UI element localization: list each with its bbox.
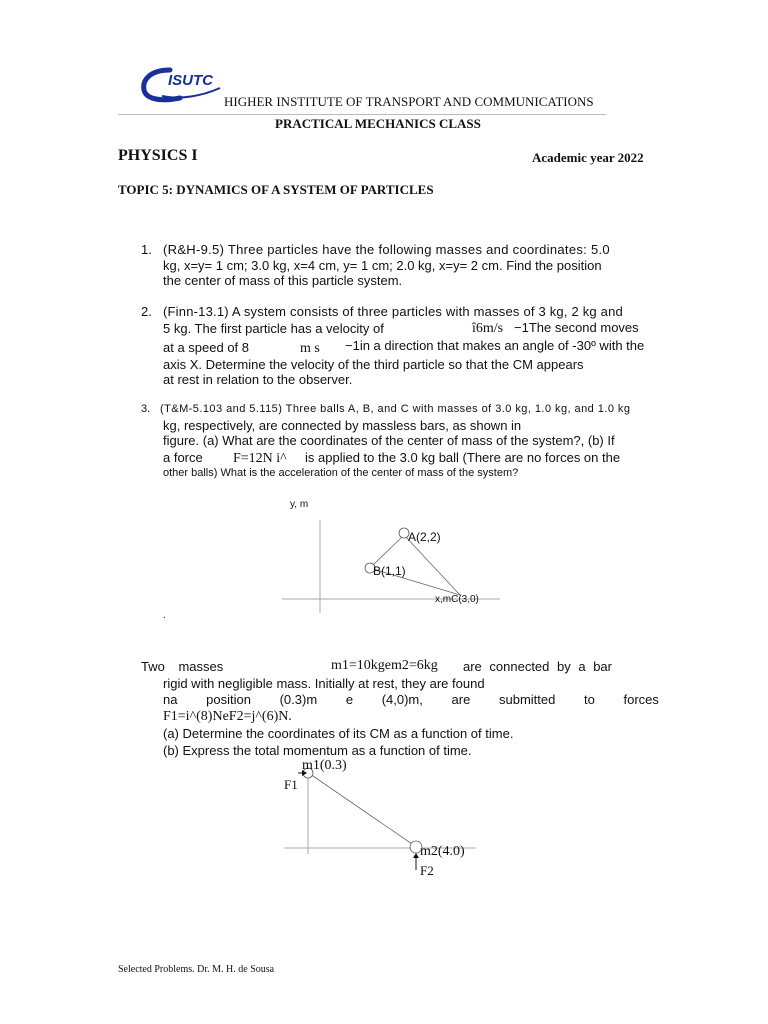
- institute-name: HIGHER INSTITUTE OF TRANSPORT AND COMMUNICATIONS: [224, 94, 594, 109]
- problem-2-text: 5 kg. The first particle has a velocity of: [163, 321, 384, 336]
- problem-1-line-2: kg, x=y= 1 cm; 3.0 kg, x=4 cm, y= 1 cm; 2.0 kg, x=y= 2 cm. Find the position: [163, 258, 602, 273]
- problem-4-line-1: [141, 659, 621, 677]
- problem-4-word: (0.3)m: [279, 692, 318, 707]
- problem-4-word: are: [451, 692, 471, 707]
- problem-3-line-2: kg, respectively, are connected by massless bars, as shown in: [163, 418, 522, 433]
- problem-3-line-4: [163, 450, 663, 465]
- problem-2-line-5: at rest in relation to the observer.: [163, 372, 353, 387]
- velocity-expression: î6m/s: [472, 321, 504, 336]
- topic-title: TOPIC 5: DYNAMICS OF A SYSTEM OF PARTICLES: [118, 182, 434, 197]
- problem-3-text: a force: [163, 450, 203, 465]
- point-b-label: B(1,1): [373, 564, 406, 578]
- problem-2-text: −1The second moves: [514, 320, 639, 335]
- problem-4-word: to: [584, 692, 595, 707]
- mass-expression: m1=10kgem2=6kg: [331, 658, 438, 673]
- problem-1-line-3: the center of mass of this particle system.: [163, 273, 403, 288]
- problem-4-word: submitted: [498, 692, 556, 707]
- problem-3-line-5: other balls) What is the acceleration of the center of mass of the system?: [163, 467, 519, 479]
- problem-2-line-4: axis X. Determine the velocity of the third particle so that the CM appears: [163, 357, 584, 372]
- problem-4-part-a: (a) Determine the coordinates of its CM as a function of time.: [163, 726, 514, 741]
- problem-2-text: −1in a direction that makes an angle of -30º with the: [345, 338, 645, 353]
- problem-3-line-3: figure. (a) What are the coordinates of the center of mass of the system?, (b) If: [163, 433, 615, 448]
- problem-3-text: is applied to the 3.0 kg ball (There are no forces on the: [305, 450, 621, 465]
- problem-4-text: Two masses: [141, 659, 224, 674]
- m2-label: m2(4.0): [420, 844, 465, 859]
- logo: [140, 66, 224, 106]
- force-expression: F=12N i^: [233, 451, 287, 466]
- problem-4-line-3: [163, 692, 659, 707]
- problem-4-word: e: [345, 692, 354, 707]
- problem-4-word: forces: [623, 692, 659, 707]
- problem-1-line-1: (R&H-9.5) Three particles have the following masses and coordinates: 5.0: [163, 242, 610, 257]
- problem-3-line-1: (T&M-5.103 and 5.115) Three balls A, B, and C with masses of 3.0 kg, 1.0 kg, and 1.0 kg: [160, 403, 631, 415]
- problem-2-line-1: (Finn-13.1) A system consists of three particles with masses of 3 kg, 2 kg and: [163, 304, 623, 319]
- problem-4-part-b: (b) Express the total momentum as a function of time.: [163, 743, 472, 758]
- problem-2-number: 2.: [141, 304, 152, 319]
- point-a-label: A(2,2): [408, 530, 441, 544]
- problem-4-word: (4,0)m,: [381, 692, 423, 707]
- academic-year: Academic year 2022: [532, 150, 644, 165]
- problem-2-line-3: [163, 340, 663, 355]
- subject-title: PHYSICS I: [118, 147, 198, 164]
- problem-1-number: 1.: [141, 242, 152, 257]
- y-axis-label: y, m: [290, 499, 309, 510]
- f2-label: F2: [420, 863, 434, 878]
- problem-2-line-2: [163, 321, 663, 336]
- problem-2-text: at a speed of 8: [163, 340, 250, 355]
- stray-dot: .: [163, 610, 166, 621]
- class-name: PRACTICAL MECHANICS CLASS: [275, 116, 481, 131]
- logo-text: ISUTC: [168, 72, 213, 89]
- figure-triangle: [280, 495, 510, 620]
- problem-4-text: are connected by a bar: [463, 659, 612, 674]
- forces-expression: F1=i^(8)NeF2=j^(6)N.: [163, 709, 292, 724]
- problem-4-line-2: rigid with negligible mass. Initially at rest, they are found: [163, 676, 485, 691]
- speed-unit: m s: [300, 341, 320, 356]
- header-rule: [118, 114, 606, 115]
- problem-4-word: na: [163, 692, 178, 707]
- point-c-label: x,mC(3,0): [435, 594, 479, 605]
- f1-label: F1: [284, 777, 298, 792]
- footer: Selected Problems. Dr. M. H. de Sousa: [118, 964, 275, 975]
- m1-label: m1(0.3): [302, 758, 347, 773]
- figure-bar: [280, 758, 480, 880]
- problem-3-number: 3.: [141, 403, 151, 415]
- problem-4-word: position: [206, 692, 251, 707]
